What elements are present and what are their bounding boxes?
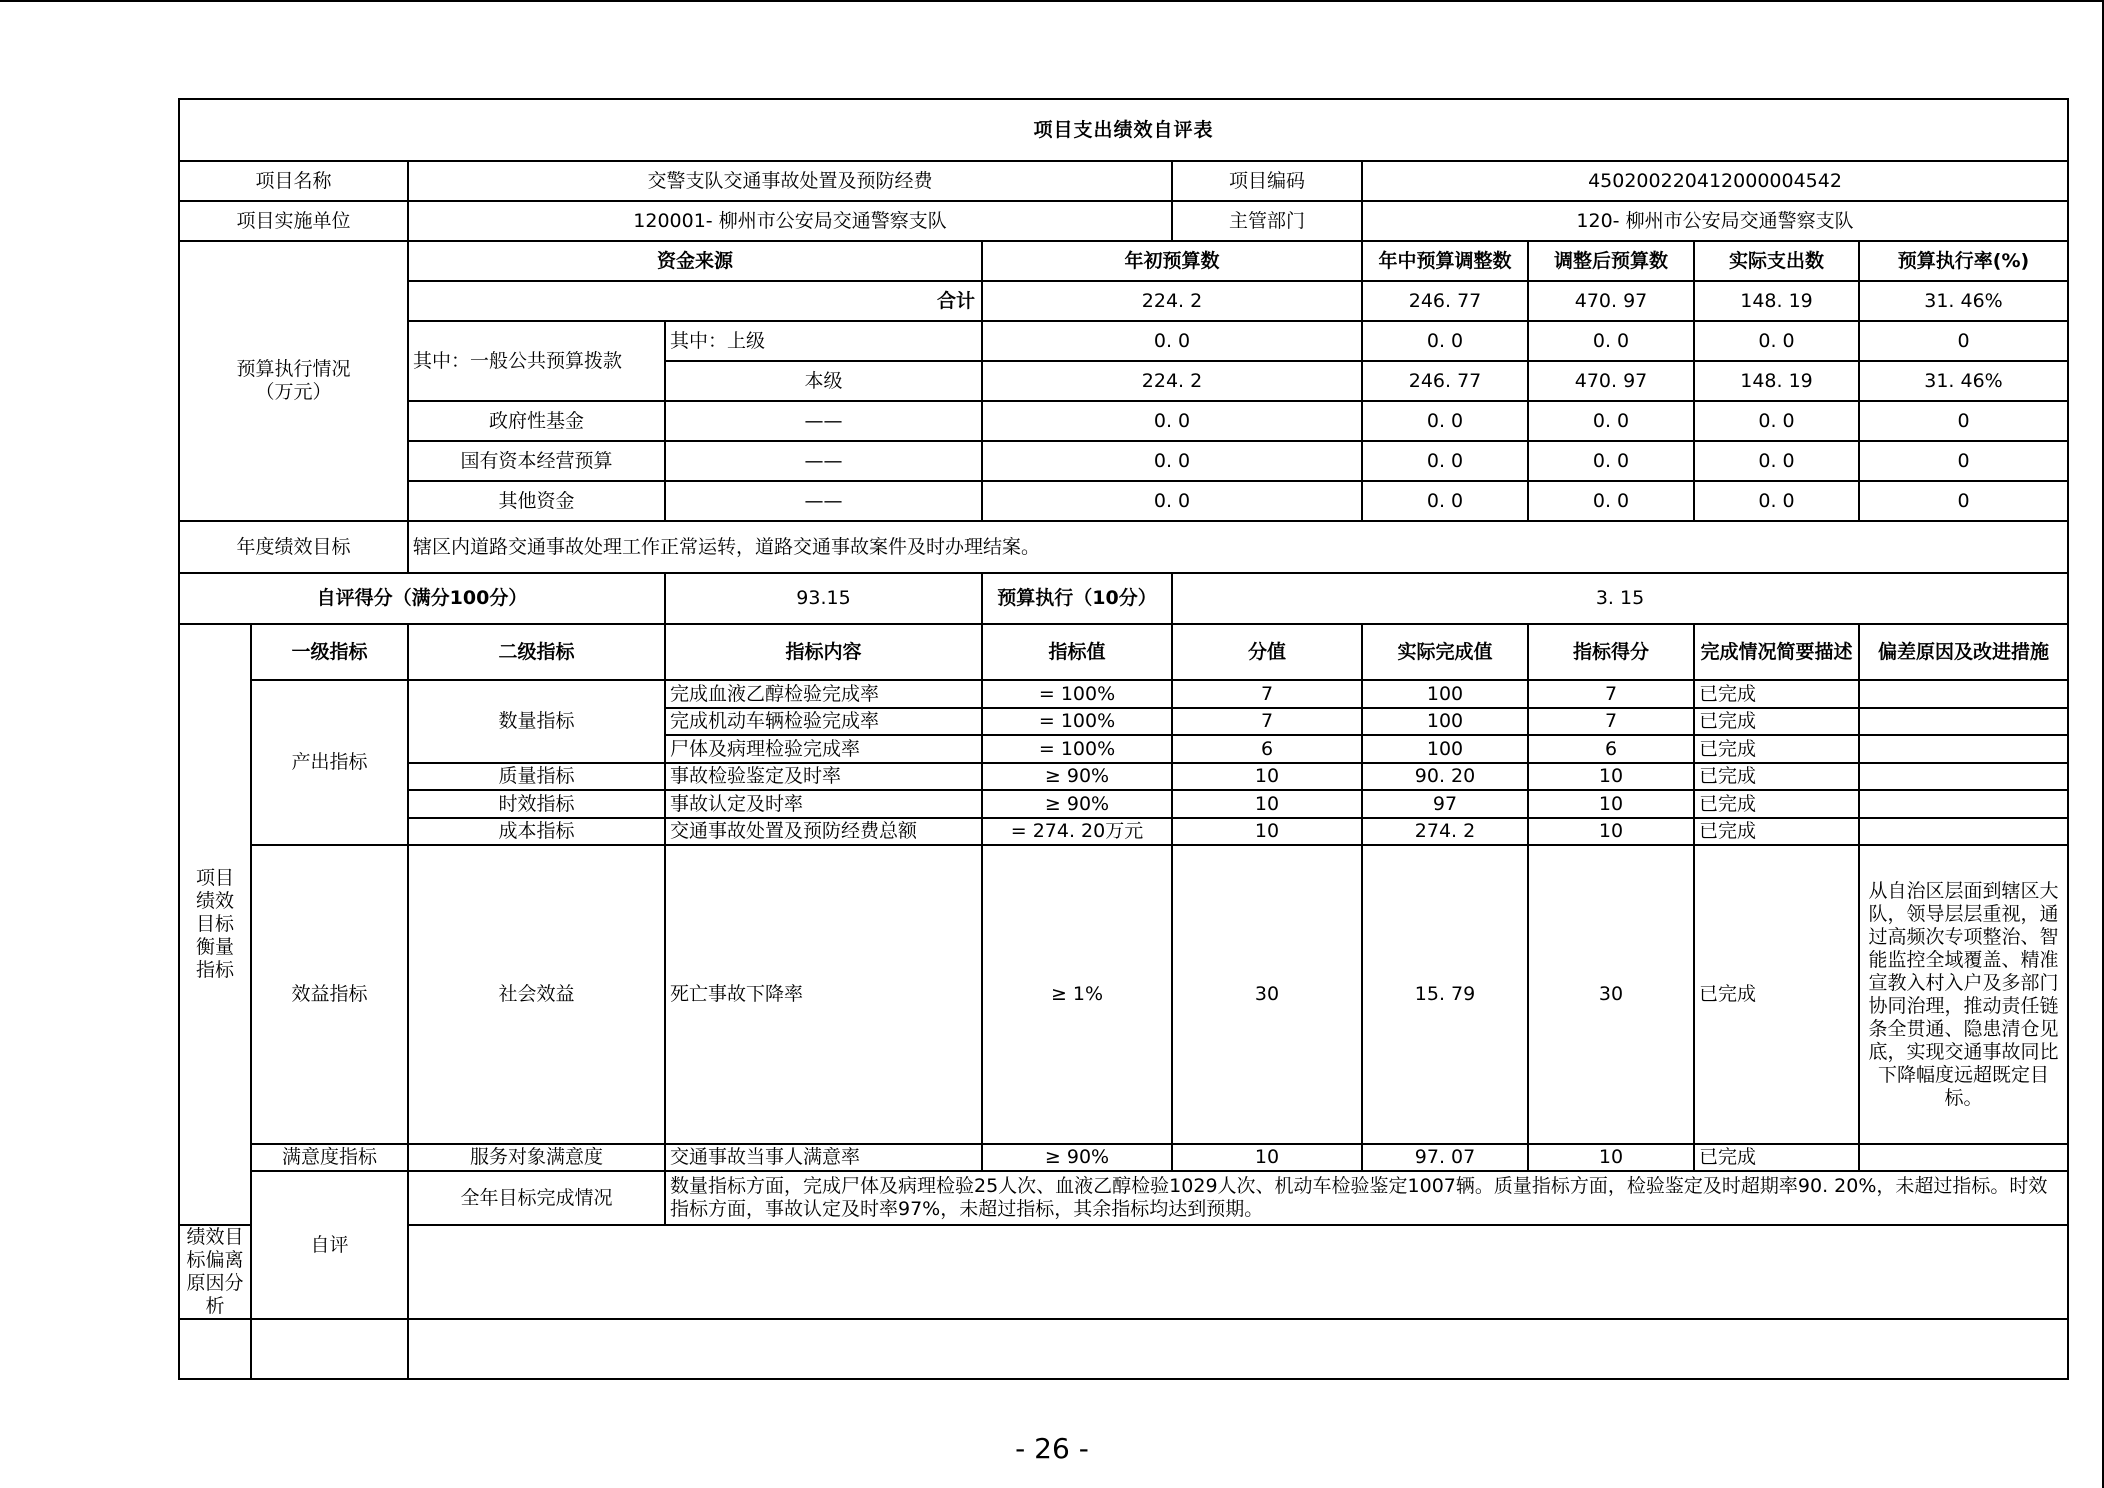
indicator-weight: 7: [1172, 708, 1362, 735]
indicator-row: [179, 790, 2068, 818]
indicator-status: 已完成: [1694, 763, 1859, 790]
total-adjusted: 470. 97: [1528, 281, 1694, 321]
satisfaction-weight: 10: [1172, 1144, 1362, 1171]
other-rate: 0: [1859, 481, 2068, 521]
satisfaction-score: 10: [1528, 1144, 1694, 1171]
benefit-actual: 15. 79: [1362, 845, 1528, 1144]
benefit-level2: 社会效益: [408, 845, 665, 1144]
state-capital-adjusted: 0. 0: [1528, 441, 1694, 481]
general-budget-label: 其中：一般公共预算拨款: [408, 321, 665, 401]
page-top-border: [0, 0, 2104, 2]
upper-adjust: 0. 0: [1362, 321, 1528, 361]
col-adjusted: 调整后预算数: [1528, 241, 1694, 281]
indicator-content: 完成血液乙醇检验完成率: [665, 680, 982, 708]
indicator-status: 已完成: [1694, 708, 1859, 735]
satisfaction-row: [179, 1144, 2068, 1171]
self-eval-section-label: 自评: [251, 1171, 408, 1319]
indicator-reason: [1859, 818, 2068, 845]
col-status: 完成情况简要描述: [1694, 624, 1859, 680]
project-name-label: 项目名称: [179, 161, 408, 201]
indicator-actual: 100: [1362, 735, 1528, 763]
goal-label: 年度绩效目标: [179, 521, 408, 573]
project-code-value: 450200220412000004542: [1362, 161, 2068, 201]
gov-fund-adjust: 0. 0: [1362, 401, 1528, 441]
col-actual-value: 实际完成值: [1362, 624, 1528, 680]
satisfaction-status: 已完成: [1694, 1144, 1859, 1171]
budget-exec-label: 预算执行（10分）: [982, 573, 1172, 624]
evaluation-table: [178, 98, 2069, 1380]
local-rate: 31. 46%: [1859, 361, 2068, 401]
quantity-label: 数量指标: [408, 680, 665, 763]
unit-value: 120001- 柳州市公安局交通警察支队: [408, 201, 1172, 241]
indicator-target: = 100%: [982, 680, 1172, 708]
col-level2: 二级指标: [408, 624, 665, 680]
gov-fund-label: 政府性基金: [408, 401, 665, 441]
indicator-reason: [1859, 708, 2068, 735]
col-actual: 实际支出数: [1694, 241, 1859, 281]
project-name-value: 交警支队交通事故处置及预防经费: [408, 161, 1172, 201]
indicator-status: 已完成: [1694, 680, 1859, 708]
benefit-level1: 效益指标: [251, 845, 408, 1144]
indicator-weight: 7: [1172, 680, 1362, 708]
upper-initial: 0. 0: [982, 321, 1362, 361]
upper-rate: 0: [1859, 321, 2068, 361]
indicator-content: 交通事故处置及预防经费总额: [665, 818, 982, 845]
indicator-row: [179, 763, 2068, 790]
col-source: 资金来源: [408, 241, 982, 281]
indicator-actual: 97: [1362, 790, 1528, 818]
indicator-score: 10: [1528, 790, 1694, 818]
indicator-actual: 100: [1362, 708, 1528, 735]
unit-label: 项目实施单位: [179, 201, 408, 241]
indicator-reason: [1859, 763, 2068, 790]
col-initial: 年初预算数: [982, 241, 1362, 281]
gov-fund-rate: 0: [1859, 401, 2068, 441]
indicator-reason: [1859, 680, 2068, 708]
budget-header-row: [179, 241, 2068, 281]
indicator-score: 6: [1528, 735, 1694, 763]
indicator-target: = 100%: [982, 735, 1172, 763]
benefit-score: 30: [1528, 845, 1694, 1144]
cut-off-row: [179, 1319, 2068, 1379]
other-dash: ——: [665, 481, 982, 521]
score-value: 93.15: [665, 573, 982, 624]
other-adjusted: 0. 0: [1528, 481, 1694, 521]
indicator-weight: 10: [1172, 790, 1362, 818]
indicator-content: 尸体及病理检验完成率: [665, 735, 982, 763]
indicator-target: = 100%: [982, 708, 1172, 735]
gov-fund-actual: 0. 0: [1694, 401, 1859, 441]
budget-upper-row: [179, 321, 2068, 361]
col-content: 指标内容: [665, 624, 982, 680]
other-initial: 0. 0: [982, 481, 1362, 521]
completion-text: 数量指标方面，完成尸体及病理检验25人次、血液乙醇检验1029人次、机动车检验鉴定1007辆。质量指标方面，检验鉴定及时超期率90. 20%，未超过指标。时效指标方面，事故认定及时率97%，未超过指标，其余指标均达到预期。: [665, 1171, 2068, 1225]
satisfaction-actual: 97. 07: [1362, 1144, 1528, 1171]
satisfaction-level2: 服务对象满意度: [408, 1144, 665, 1171]
col-reason: 偏差原因及改进措施: [1859, 624, 2068, 680]
indicator-score: 10: [1528, 763, 1694, 790]
benefit-target: ≥ 1%: [982, 845, 1172, 1144]
upper-label: 其中：上级: [665, 321, 982, 361]
budget-state-capital-row: [179, 441, 2068, 481]
indicator-actual: 100: [1362, 680, 1528, 708]
other-actual: 0. 0: [1694, 481, 1859, 521]
budget-other-row: [179, 481, 2068, 521]
score-row: [179, 573, 2068, 624]
satisfaction-level1: 满意度指标: [251, 1144, 408, 1171]
col-adjust: 年中预算调整数: [1362, 241, 1528, 281]
goal-row: [179, 521, 2068, 573]
local-adjust: 246. 77: [1362, 361, 1528, 401]
score-label: 自评得分（满分100分）: [179, 573, 665, 624]
budget-exec-value: 3. 15: [1172, 573, 2068, 624]
page-number: - 26 -: [1015, 1432, 1089, 1465]
indicator-content: 事故检验鉴定及时率: [665, 763, 982, 790]
local-adjusted: 470. 97: [1528, 361, 1694, 401]
indicator-header-row: [179, 624, 2068, 680]
indicator-weight: 10: [1172, 818, 1362, 845]
indicator-section-label: 项目 绩效 目标 衡量 指标: [179, 624, 251, 1225]
indicator-status: 已完成: [1694, 818, 1859, 845]
indicator-target: ≥ 90%: [982, 790, 1172, 818]
satisfaction-target: ≥ 90%: [982, 1144, 1172, 1171]
col-rate: 预算执行率(%): [1859, 241, 2068, 281]
state-capital-initial: 0. 0: [982, 441, 1362, 481]
local-initial: 224. 2: [982, 361, 1362, 401]
state-capital-dash: ——: [665, 441, 982, 481]
goal-text: 辖区内道路交通事故处理工作正常运转，道路交通事故案件及时办理结案。: [408, 521, 2068, 573]
indicator-weight: 6: [1172, 735, 1362, 763]
indicator-target: ≥ 90%: [982, 763, 1172, 790]
local-actual: 148. 19: [1694, 361, 1859, 401]
state-capital-label: 国有资本经营预算: [408, 441, 665, 481]
total-initial: 224. 2: [982, 281, 1362, 321]
gov-fund-dash: ——: [665, 401, 982, 441]
output-label: 产出指标: [251, 680, 408, 845]
col-weight: 分值: [1172, 624, 1362, 680]
gov-fund-initial: 0. 0: [982, 401, 1362, 441]
state-capital-adjust: 0. 0: [1362, 441, 1528, 481]
local-label: 本级: [665, 361, 982, 401]
benefit-weight: 30: [1172, 845, 1362, 1144]
indicator-level2: 成本指标: [408, 818, 665, 845]
benefit-reason: 从自治区层面到辖区大队，领导层层重视，通过高频次专项整治、智能监控全域覆盖、精准宣教入村入户及多部门协同治理，推动责任链条全贯通、隐患清仓见底，实现交通事故同比下降幅度远超既定目标。: [1859, 845, 2068, 1144]
total-rate: 31. 46%: [1859, 281, 2068, 321]
project-code-label: 项目编码: [1172, 161, 1362, 201]
budget-gov-fund-row: [179, 401, 2068, 441]
upper-actual: 0. 0: [1694, 321, 1859, 361]
indicator-reason: [1859, 790, 2068, 818]
indicator-actual: 90. 20: [1362, 763, 1528, 790]
deviation-label: 绩效目标偏离原因分析: [179, 1225, 251, 1319]
col-level1: 一级指标: [251, 624, 408, 680]
indicator-score: 7: [1528, 680, 1694, 708]
indicator-row: [179, 680, 2068, 708]
indicator-level2: 时效指标: [408, 790, 665, 818]
indicator-score: 10: [1528, 818, 1694, 845]
state-capital-rate: 0: [1859, 441, 2068, 481]
completion-row: [179, 1171, 2068, 1225]
other-label: 其他资金: [408, 481, 665, 521]
total-label: 合计: [408, 281, 982, 321]
col-score: 指标得分: [1528, 624, 1694, 680]
indicator-content: 完成机动车辆检验完成率: [665, 708, 982, 735]
budget-total-row: [179, 281, 2068, 321]
state-capital-actual: 0. 0: [1694, 441, 1859, 481]
col-target: 指标值: [982, 624, 1172, 680]
indicator-score: 7: [1528, 708, 1694, 735]
unit-row: [179, 201, 2068, 241]
deviation-text: [408, 1225, 2068, 1319]
satisfaction-content: 交通事故当事人满意率: [665, 1144, 982, 1171]
indicator-actual: 274. 2: [1362, 818, 1528, 845]
dept-value: 120- 柳州市公安局交通警察支队: [1362, 201, 2068, 241]
indicator-level2: 质量指标: [408, 763, 665, 790]
performance-evaluation-sheet: [178, 98, 2067, 1317]
dept-label: 主管部门: [1172, 201, 1362, 241]
other-adjust: 0. 0: [1362, 481, 1528, 521]
completion-label: 全年目标完成情况: [408, 1171, 665, 1225]
indicator-status: 已完成: [1694, 790, 1859, 818]
upper-adjusted: 0. 0: [1528, 321, 1694, 361]
benefit-status: 已完成: [1694, 845, 1859, 1144]
indicator-reason: [1859, 735, 2068, 763]
indicator-content: 事故认定及时率: [665, 790, 982, 818]
indicator-status: 已完成: [1694, 735, 1859, 763]
project-name-row: [179, 161, 2068, 201]
gov-fund-adjusted: 0. 0: [1528, 401, 1694, 441]
benefit-content: 死亡事故下降率: [665, 845, 982, 1144]
satisfaction-reason: [1859, 1144, 2068, 1171]
total-actual: 148. 19: [1694, 281, 1859, 321]
indicator-weight: 10: [1172, 763, 1362, 790]
total-adjust: 246. 77: [1362, 281, 1528, 321]
indicator-target: = 274. 20万元: [982, 818, 1172, 845]
page-title: 项目支出绩效自评表: [179, 99, 2068, 161]
indicator-row: [179, 818, 2068, 845]
benefit-row: [179, 845, 2068, 1144]
deviation-row: [179, 1225, 2068, 1319]
budget-section-label: 预算执行情况 （万元）: [179, 241, 408, 521]
